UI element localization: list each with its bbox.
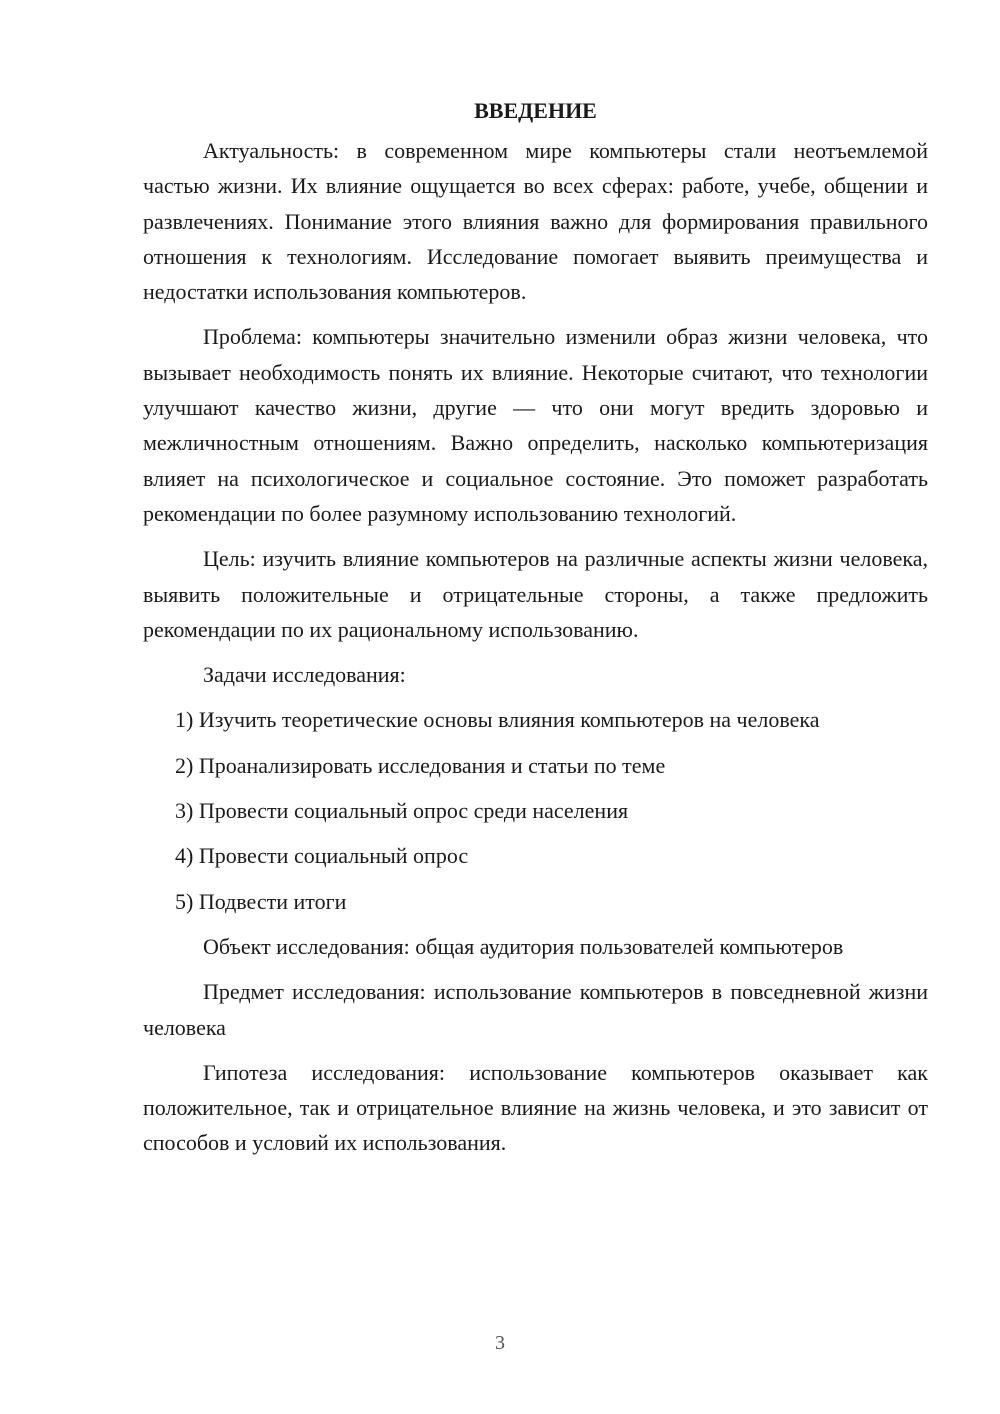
problem-paragraph: Проблема: компьютеры значительно изменили образ жизни человека, что вызывает необходимость понять их влияние. Некоторые считают, что технологии улучшают качество жизни, другие — что они могут вредить здоровью и межличностным отношениям. Важно определить, насколько компьютеризация влияет на психологическое и социальное состояние. Это поможет разработать рекомендации по более разумному использованию технологий. xyxy=(143,324,928,526)
section-heading: ВВЕДЕНИЕ xyxy=(474,98,597,123)
task-item-5: 5) Подвести итоги xyxy=(175,888,347,914)
subject-paragraph: Предмет исследования: использование компьютеров в повседневной жизни человека xyxy=(143,979,928,1040)
goal-paragraph: Цель: изучить влияние компьютеров на различные аспекты жизни человека, выявить положительные и отрицательные стороны, а также предложить рекомендации по их рациональному использованию. xyxy=(143,546,928,642)
object-paragraph: Объект исследования: общая аудитория пользователей компьютеров xyxy=(203,933,844,959)
hypothesis-paragraph: Гипотеза исследования: использование компьютеров оказывает как положительное, так и отрицательное влияние на жизнь человека, и это зависит от способов и условий их использования. xyxy=(143,1059,928,1156)
task-item-4: 4) Провести социальный опрос xyxy=(175,843,469,869)
tasks-intro: Задачи исследования: xyxy=(203,662,406,688)
tasks-list xyxy=(143,702,928,918)
task-item-2: 2) Проанализировать исследования и статьи по теме xyxy=(175,752,666,778)
task-item-3: 3) Провести социальный опрос среди населения xyxy=(175,798,629,824)
document-page xyxy=(143,88,928,1308)
relevance-paragraph: Актуальность: в современном мире компьютеры стали неотъемлемой частью жизни. Их влияние ощущается во всех сферах: работе, учебе, общении и развлечениях. Понимание этого влияния важно для формирования правильного отношения к технологиям. Исследование помогает выявить преимущества и недостатки использования компьютеров. xyxy=(143,138,928,305)
page-number: 3 xyxy=(495,1332,505,1354)
task-item-1: 1) Изучить теоретические основы влияния компьютеров на человека xyxy=(175,707,820,733)
